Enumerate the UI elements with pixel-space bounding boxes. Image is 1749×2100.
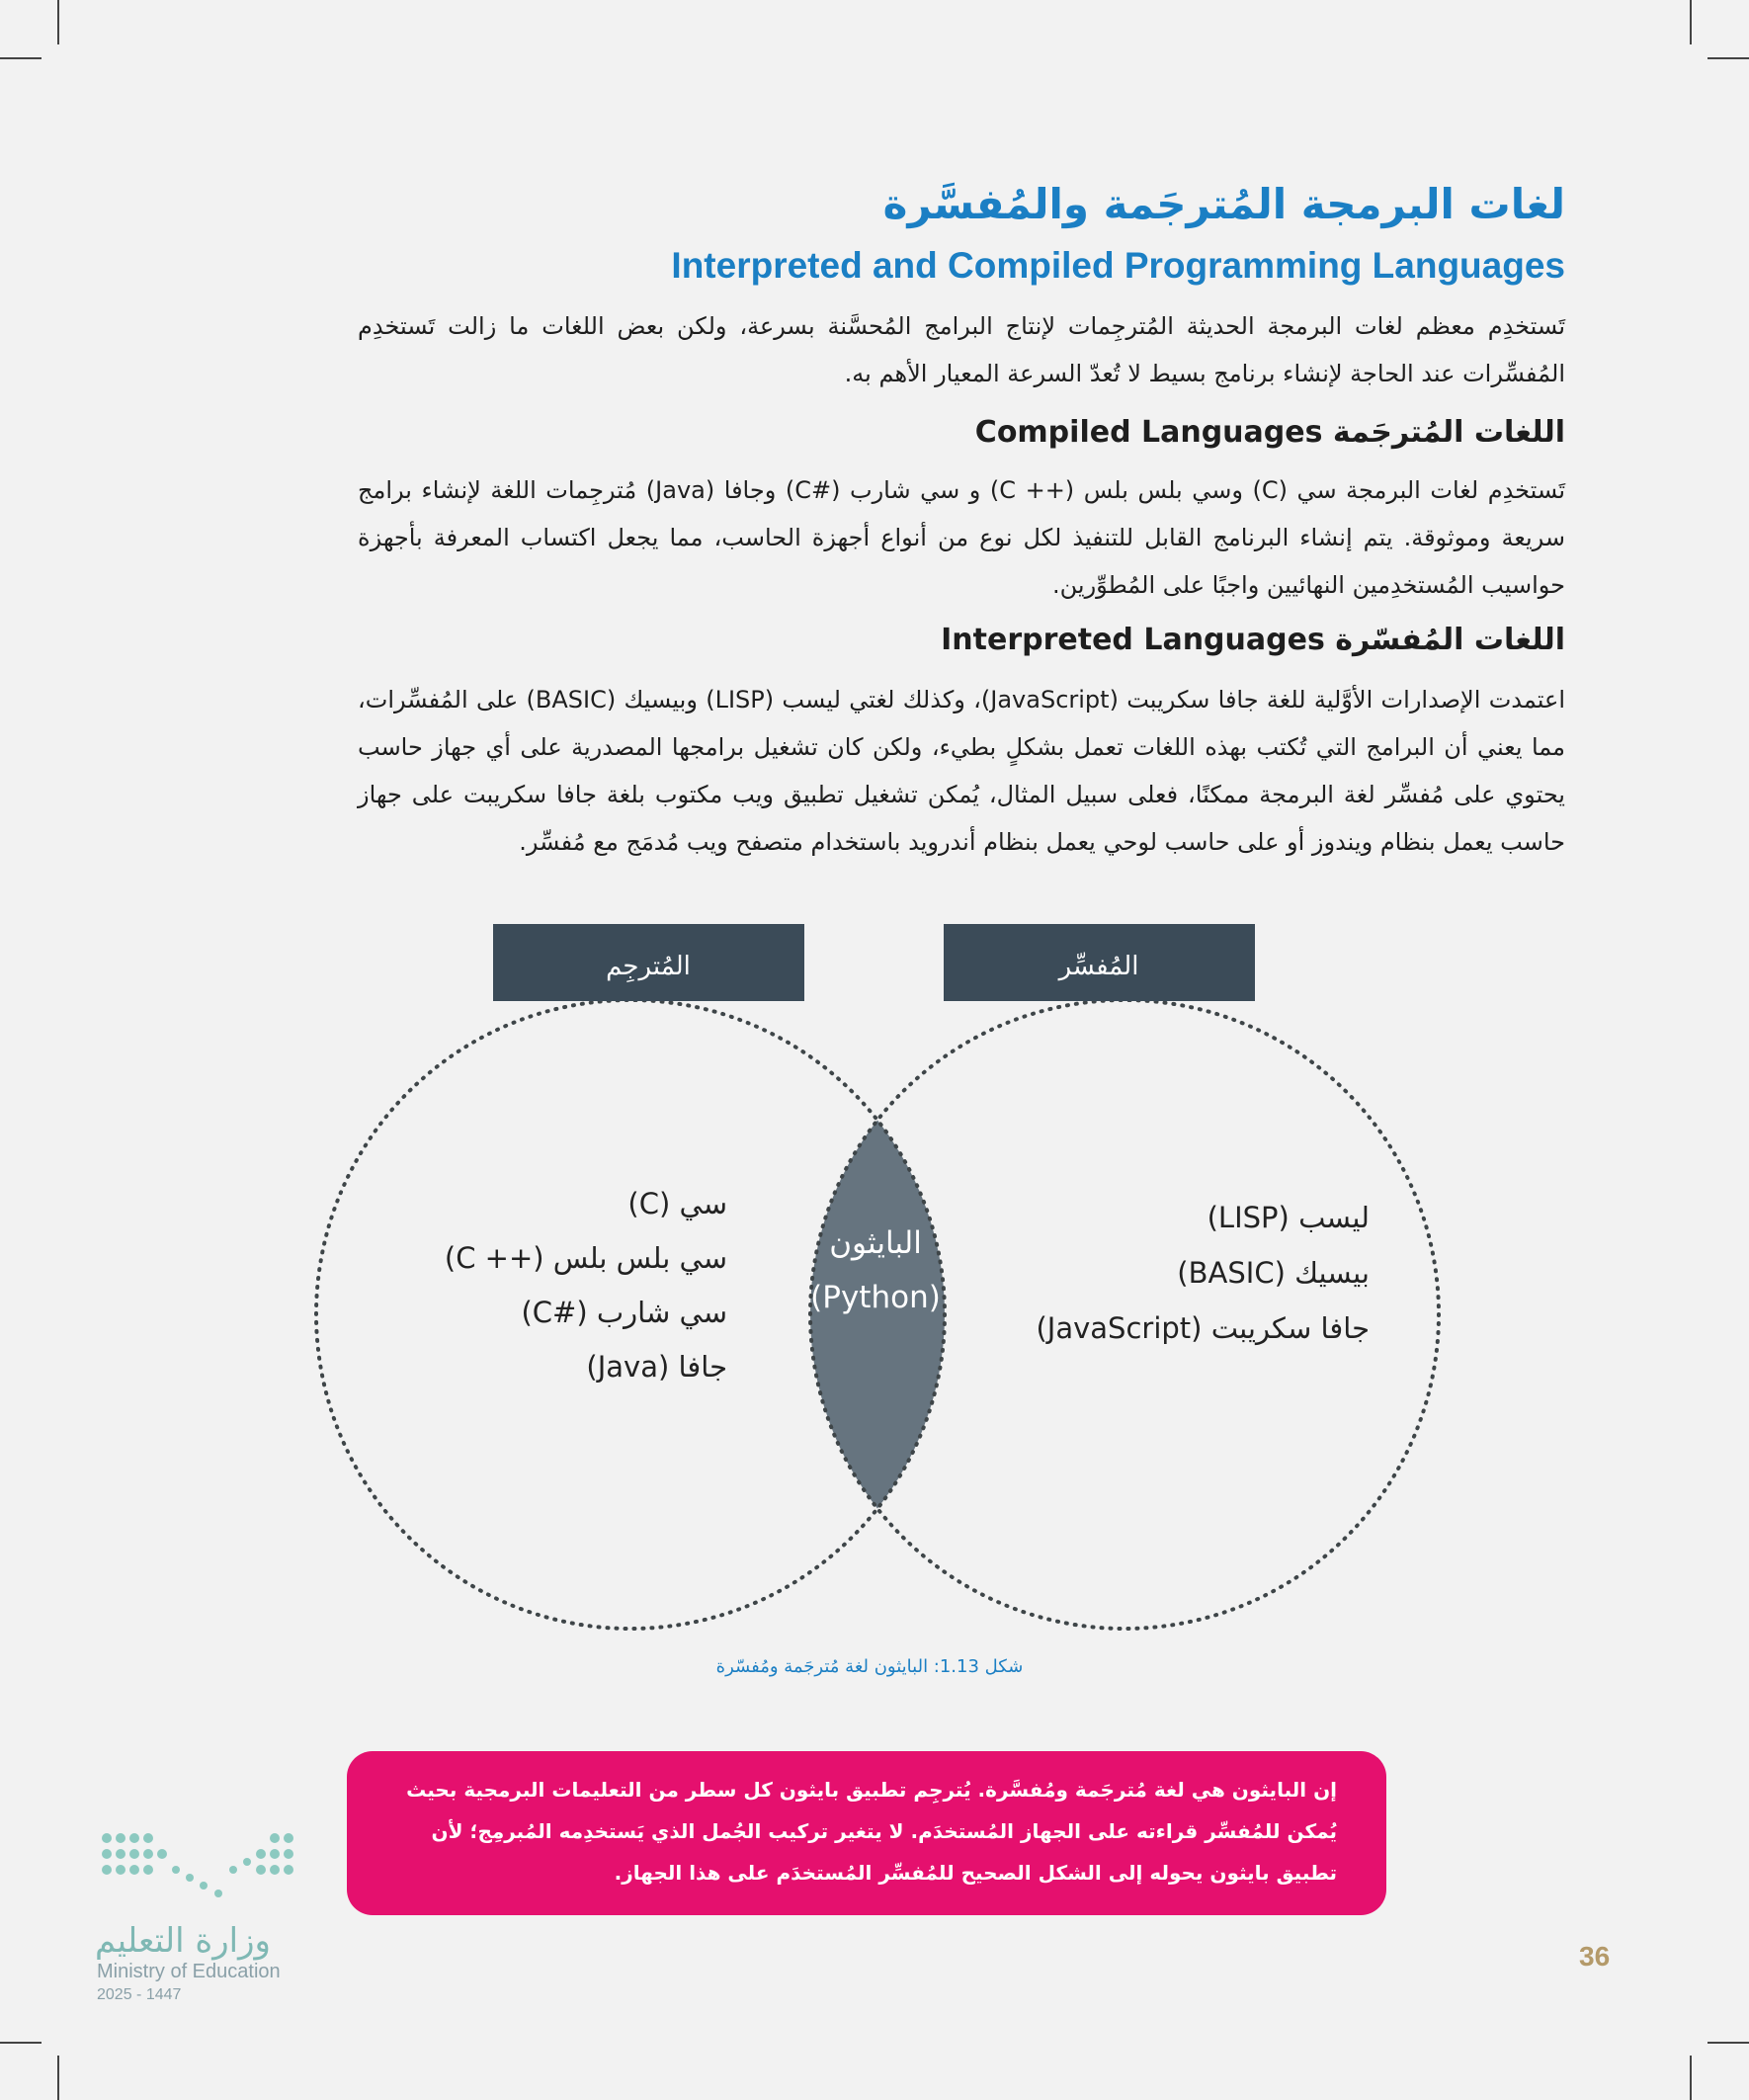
page-number: 36 [1579, 1941, 1611, 1972]
compiled-paragraph: تَستخدِم لغات البرمجة سي (C) وسي بلس بلس (++ C) و سي شارب (#C) وجافا (Java) مُترجِمات اللغة لإنشاء برامج سريعة وموثوقة. يتم إنشاء البرنامج القابل للتنفيذ لكل نوع من أنواع أجهزة الحاسب، مما يجعل اكتساب المعرفة بأجهزة حواسيب المُستخدِمين النهائيين واجبًا على المُطوِّرين. [358, 476, 1565, 599]
interpreted-heading: اللغات المُفسّرة Interpreted Languages [941, 623, 1565, 657]
interpreter-item: جافا سكريبت (JavaScript) [1036, 1311, 1370, 1345]
interpreted-paragraph: اعتمدت الإصدارات الأوَّلية للغة جافا سكريبت (JavaScript)، وكذلك لغتي ليسب (LISP) وبيسيك (BASIC) على المُفسِّرات، مما يعني أن البرامج التي تُكتب بهذه اللغات تعمل بشكلٍ بطيء، ولكن كان تشغيل برامجها المصدرية على أي جهاز حاسب يحتوي على مُفسِّر لغة البرمجة ممكنًا، فعلى سبيل المثال، يُمكن تشغيل تطبيق ويب مكتوب بلغة جافا سكريبت على جهاز حاسب يعمل بنظام ويندوز أو على حاسب لوحي يعمل بنظام أندرويد باستخدام متصفح ويب مُدمَج مع مُفسِّر. [358, 686, 1566, 856]
info-box [347, 1751, 1386, 1915]
compiler-item: جافا (Java) [586, 1350, 727, 1384]
intro-paragraph: تَستخدِم معظم لغات البرمجة الحديثة المُترجِمات لإنتاج البرامج المُحسَّنة بسرعة، ولكن بعض اللغات ما زالت تَستخدِم المُفسِّرات عند الحاجة لإنشاء برنامج بسيط لا تُعدّ السرعة المعيار الأهم به. [358, 312, 1565, 387]
ministry-name-arabic: وزارة التعليم [95, 1921, 271, 1961]
compiler-label: المُترجِم [606, 952, 691, 981]
page-title-english: Interpreted and Compiled Programming Languages [671, 245, 1565, 286]
ministry-name-english: Ministry of Education [97, 1961, 281, 1982]
overlap-english: (Python) [810, 1280, 941, 1315]
ministry-year: 2025 - 1447 [97, 1986, 182, 2003]
figure-caption: شكل 1.13: البايثون لغة مُترجَمة ومُفسّرة [715, 1656, 1024, 1677]
compiler-item: سي بلس بلس (++ C) [444, 1241, 727, 1275]
interpreter-label: المُفسِّر [1058, 952, 1139, 981]
page-title-arabic: لغات البرمجة المُترجَمة والمُفسَّرة [882, 180, 1565, 228]
info-box-text: إن البايثون هي لغة مُترجَمة ومُفسَّرة. يُترجِم تطبيق بايثون كل سطر من التعليمات البرمجية بحيث يُمكن للمُفسِّر قراءته على الجهاز المُستخدَم. لا يتغير تركيب الجُمل الذي يَستخدِمه المُبرمِج؛ لأن تطبيق بايثون يحوله إلى الشكل الصحيح للمُفسِّر المُستخدَم على هذا الجهاز. [406, 1778, 1337, 1885]
compiler-item: سي (C) [627, 1187, 727, 1220]
ministry-logo-icon [95, 1824, 312, 2012]
compiled-heading: اللغات المُترجَمة Compiled Languages [974, 415, 1565, 450]
interpreter-item: بيسيك (BASIC) [1177, 1256, 1370, 1290]
interpreter-item: ليسب (LISP) [1207, 1201, 1370, 1234]
overlap-name: البايثون [829, 1225, 922, 1261]
compiler-item: سي شارب (#C) [521, 1296, 727, 1329]
